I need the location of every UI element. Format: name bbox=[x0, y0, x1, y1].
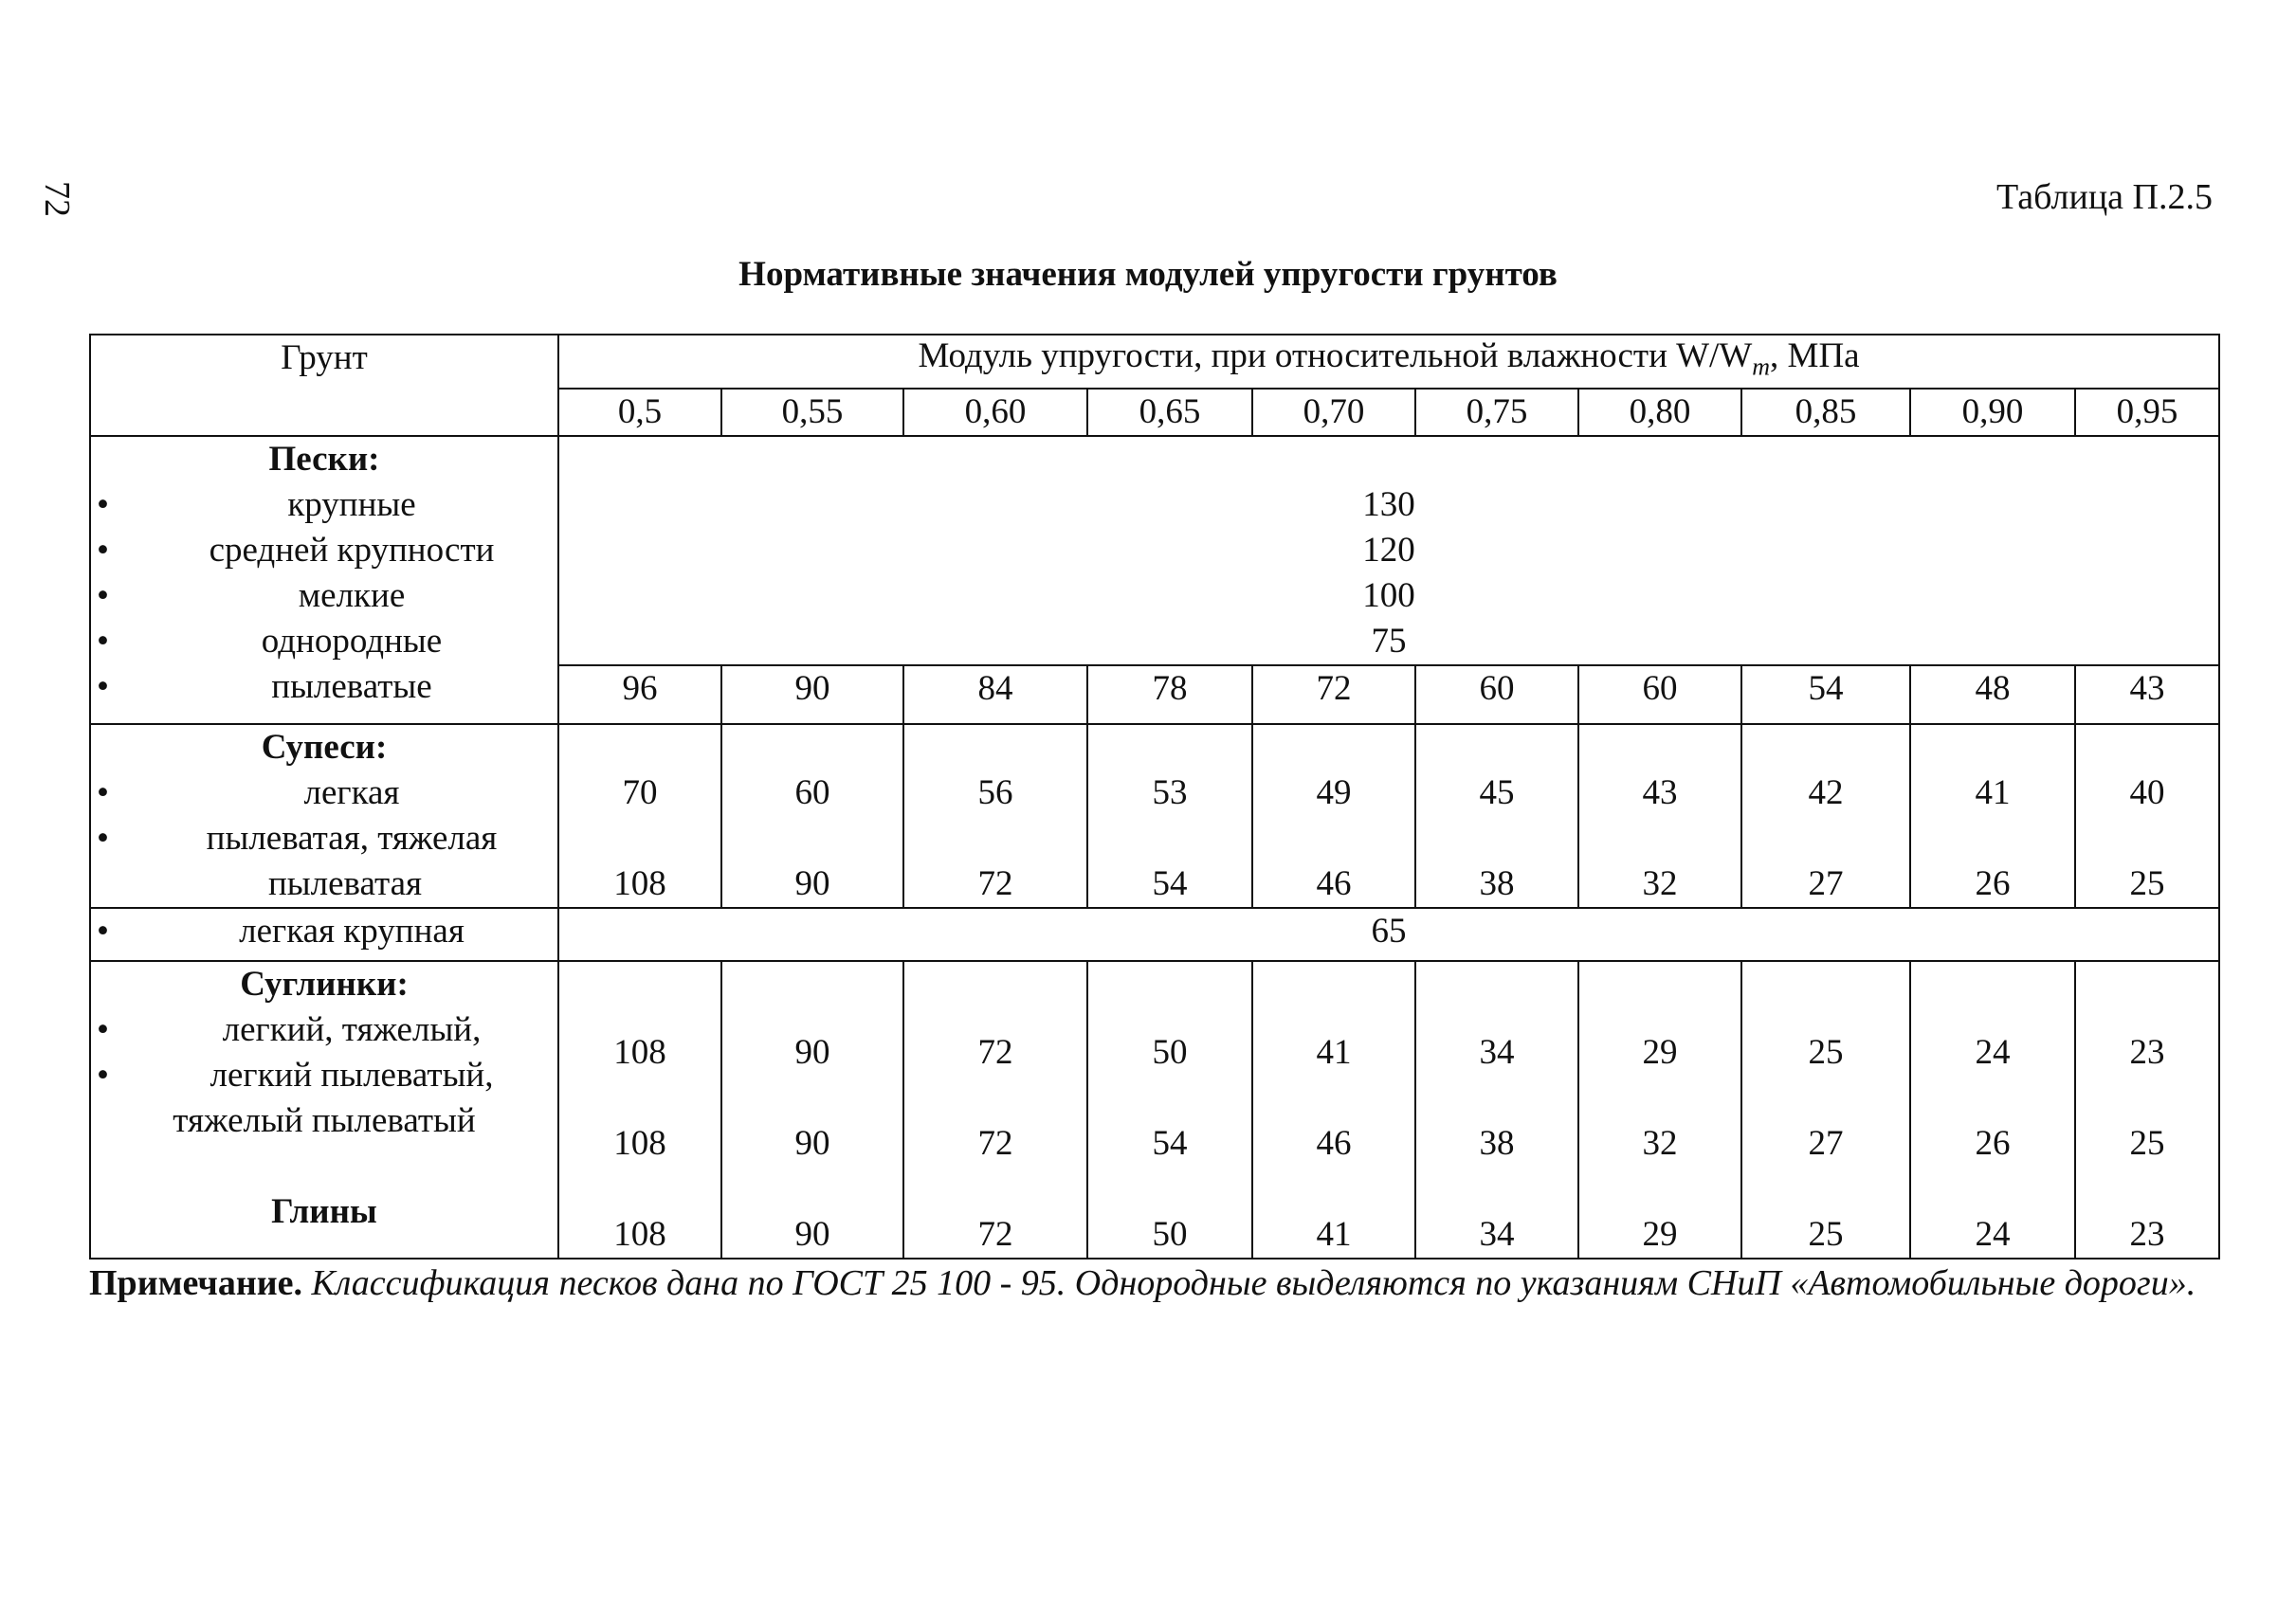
sands-cell bbox=[90, 436, 558, 724]
value-cell: 60 bbox=[1578, 665, 1741, 724]
value-cell: 78 bbox=[1087, 665, 1252, 724]
moisture-header: 0,95 bbox=[2075, 389, 2219, 436]
sands-item: • однородные bbox=[91, 619, 557, 664]
value-cell: 60 bbox=[1415, 665, 1578, 724]
sands-common-values bbox=[558, 436, 2219, 665]
value-cell: 29 bbox=[1642, 1215, 1678, 1255]
value-column bbox=[2075, 961, 2219, 1259]
value-cell: 50 bbox=[1152, 1033, 1188, 1073]
moisture-header: 0,65 bbox=[1087, 389, 1252, 436]
value-cell: 54 bbox=[1741, 665, 1910, 724]
sands-item: • пылеватые bbox=[91, 664, 557, 710]
value-column bbox=[1252, 961, 1415, 1259]
moisture-header: 0,75 bbox=[1415, 389, 1578, 436]
value-cell: 26 bbox=[1975, 1124, 2011, 1164]
value-column bbox=[903, 724, 1087, 908]
value-cell: 26 bbox=[1975, 864, 2011, 904]
value-cell: 72 bbox=[977, 1215, 1013, 1255]
value-column bbox=[721, 961, 903, 1259]
value-cell: 100 bbox=[1362, 576, 1415, 616]
value-cell: 48 bbox=[1910, 665, 2075, 724]
value-cell: 25 bbox=[1808, 1033, 1844, 1073]
value-column bbox=[1578, 724, 1741, 908]
value-cell: 45 bbox=[1479, 773, 1515, 813]
value-cell: 38 bbox=[1479, 864, 1515, 904]
moisture-header: 0,90 bbox=[1910, 389, 2075, 436]
value-cell: 54 bbox=[1152, 864, 1188, 904]
value-column bbox=[558, 961, 721, 1259]
value-column bbox=[1741, 724, 1910, 908]
value-cell: 120 bbox=[1362, 531, 1415, 571]
value-cell: 75 bbox=[1371, 622, 1407, 662]
sandy-loams-item-continued: пылеватая bbox=[267, 864, 423, 904]
value-cell: 60 bbox=[794, 773, 830, 813]
moisture-header: 0,5 bbox=[558, 389, 721, 436]
value-cell: 90 bbox=[794, 1124, 830, 1164]
value-column bbox=[1741, 961, 1910, 1259]
sands-label: Пески: bbox=[268, 440, 380, 480]
value-column bbox=[558, 724, 721, 908]
value-cell: 50 bbox=[1152, 1215, 1188, 1255]
header-modulus-unit: , МПа bbox=[1770, 336, 1860, 375]
value-column bbox=[1910, 724, 2075, 908]
value-cell: 90 bbox=[794, 864, 830, 904]
value-cell: 54 bbox=[1152, 1124, 1188, 1164]
value-cell: 23 bbox=[2129, 1215, 2165, 1255]
value-cell: 27 bbox=[1808, 864, 1844, 904]
value-cell: 29 bbox=[1642, 1033, 1678, 1073]
value-cell: 108 bbox=[613, 1215, 666, 1255]
loams-label: Суглинки: bbox=[240, 965, 409, 1005]
value-cell: 108 bbox=[613, 864, 666, 904]
sandy-loam-light-coarse-cell bbox=[90, 908, 558, 961]
moisture-header: 0,85 bbox=[1741, 389, 1910, 436]
value-cell: 72 bbox=[1252, 665, 1415, 724]
value-cell: 24 bbox=[1975, 1215, 2011, 1255]
value-cell: 53 bbox=[1152, 773, 1188, 813]
header-modulus bbox=[558, 335, 2219, 389]
value-cell: 41 bbox=[1316, 1215, 1352, 1255]
sands-item: • крупные bbox=[91, 482, 557, 528]
table-label: Таблица П.2.5 bbox=[1996, 177, 2213, 217]
sandy-loams-cell bbox=[90, 724, 558, 908]
value-column bbox=[1415, 961, 1578, 1259]
value-column bbox=[1252, 724, 1415, 908]
value-cell: 84 bbox=[903, 665, 1087, 724]
value-cell: 25 bbox=[1808, 1215, 1844, 1255]
value-cell: 25 bbox=[2129, 1124, 2165, 1164]
sands-item: • средней крупности bbox=[91, 528, 557, 573]
loams-row bbox=[90, 961, 2219, 1259]
header-modulus-subscript: m bbox=[1752, 353, 1771, 381]
moisture-header: 0,55 bbox=[721, 389, 903, 436]
loams-item-continued: тяжелый пылеватый bbox=[173, 1101, 476, 1141]
value-cell: 70 bbox=[622, 773, 658, 813]
value-cell: 43 bbox=[2075, 665, 2219, 724]
clays-label: Глины bbox=[271, 1192, 377, 1232]
value-column bbox=[1087, 724, 1252, 908]
modulus-table bbox=[89, 334, 2220, 1260]
loams-clays-cell bbox=[90, 961, 558, 1259]
sandy-loams-row bbox=[90, 724, 2219, 908]
value-cell: 96 bbox=[558, 665, 721, 724]
value-cell: 90 bbox=[721, 665, 903, 724]
value-cell: 90 bbox=[794, 1215, 830, 1255]
value-cell: 41 bbox=[1316, 1033, 1352, 1073]
value-cell: 46 bbox=[1316, 1124, 1352, 1164]
light-coarse-value: 65 bbox=[558, 908, 2219, 961]
sandy-loams-item: • легкая крупная bbox=[91, 909, 557, 954]
value-cell: 25 bbox=[2129, 864, 2165, 904]
header-modulus-text: Модуль упругости, при относительной влажности W/W bbox=[918, 336, 1753, 375]
loams-item: • легкий пылеватый, bbox=[91, 1053, 557, 1098]
value-cell: 42 bbox=[1808, 773, 1844, 813]
value-cell: 23 bbox=[2129, 1033, 2165, 1073]
note-text: Классификация песков дана по ГОСТ 25 100 - 95. Однородные выделяются по указаниям СНиП «Автомобильные дороги». bbox=[311, 1263, 2196, 1303]
note-label: Примечание. bbox=[89, 1263, 302, 1303]
table-title: Нормативные значения модулей упругости грунтов bbox=[738, 255, 1558, 294]
value-cell: 108 bbox=[613, 1124, 666, 1164]
value-column bbox=[1910, 961, 2075, 1259]
value-column bbox=[1415, 724, 1578, 908]
sandy-loams-item: • легкая bbox=[91, 770, 557, 816]
value-cell: 90 bbox=[794, 1033, 830, 1073]
value-cell: 108 bbox=[613, 1033, 666, 1073]
value-cell: 34 bbox=[1479, 1215, 1515, 1255]
value-column bbox=[721, 724, 903, 908]
value-cell: 72 bbox=[977, 1033, 1013, 1073]
value-cell: 41 bbox=[1975, 773, 2011, 813]
value-cell: 46 bbox=[1316, 864, 1352, 904]
value-cell: 32 bbox=[1642, 1124, 1678, 1164]
value-cell: 34 bbox=[1479, 1033, 1515, 1073]
sands-item: • мелкие bbox=[91, 573, 557, 619]
page-number: 72 bbox=[37, 181, 77, 217]
value-cell: 24 bbox=[1975, 1033, 2011, 1073]
moisture-header: 0,80 bbox=[1578, 389, 1741, 436]
value-cell: 32 bbox=[1642, 864, 1678, 904]
table-note bbox=[89, 1260, 2218, 1306]
value-column bbox=[2075, 724, 2219, 908]
loams-item: • легкий, тяжелый, bbox=[91, 1007, 557, 1053]
value-cell: 72 bbox=[977, 1124, 1013, 1164]
moisture-header: 0,70 bbox=[1252, 389, 1415, 436]
value-cell: 130 bbox=[1362, 485, 1415, 525]
value-cell: 49 bbox=[1316, 773, 1352, 813]
value-column bbox=[903, 961, 1087, 1259]
value-cell: 56 bbox=[977, 773, 1013, 813]
value-cell: 72 bbox=[977, 864, 1013, 904]
value-cell: 38 bbox=[1479, 1124, 1515, 1164]
value-cell: 40 bbox=[2129, 773, 2165, 813]
sandy-loams-label: Супеси: bbox=[261, 728, 388, 768]
value-cell: 27 bbox=[1808, 1124, 1844, 1164]
value-column bbox=[1087, 961, 1252, 1259]
header-soil: Грунт bbox=[90, 335, 558, 436]
sandy-loams-item: • пылеватая, тяжелая bbox=[91, 816, 557, 861]
value-cell: 43 bbox=[1642, 773, 1678, 813]
moisture-header: 0,60 bbox=[903, 389, 1087, 436]
value-column bbox=[1578, 961, 1741, 1259]
